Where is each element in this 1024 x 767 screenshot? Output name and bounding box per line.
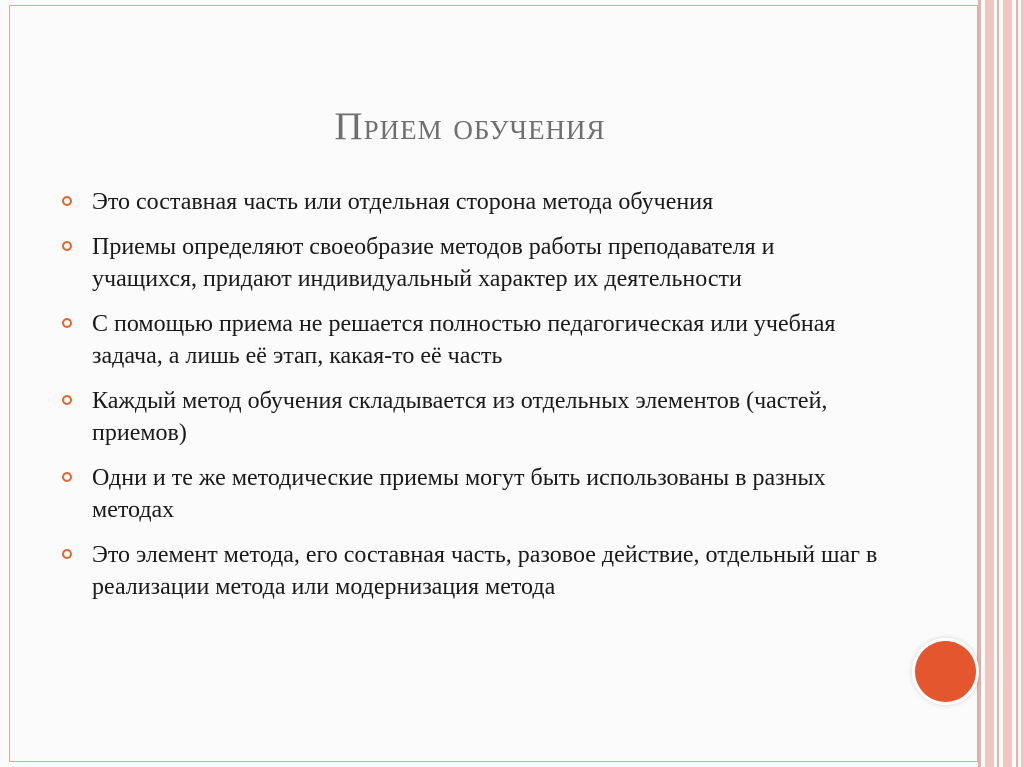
bullet-circle-icon	[62, 196, 72, 206]
decorative-circle-icon	[915, 641, 976, 702]
bullet-item	[62, 539, 882, 603]
bullet-item	[62, 462, 882, 526]
slide-title: Прием обучения	[334, 105, 606, 148]
bullet-circle-icon	[62, 472, 72, 482]
stripe	[1016, 0, 1018, 767]
bullet-item	[62, 308, 882, 372]
bullet-text: Это элемент метода, его составная часть, разовое действие, отдельный шаг в реализации метода или модернизация метода	[92, 542, 878, 600]
bullet-circle-icon	[62, 549, 72, 559]
bullet-circle-icon	[62, 241, 72, 251]
stripe	[997, 0, 999, 767]
bullet-item	[62, 186, 882, 218]
bullet-text: Это составная часть или отдельная сторона метода обучения	[92, 189, 714, 215]
stripe	[985, 0, 994, 767]
bullet-text: Одни и те же методические приемы могут быть использованы в разных методах	[92, 465, 826, 523]
bullet-circle-icon	[62, 318, 72, 328]
stripe	[978, 0, 981, 767]
bullet-item	[62, 385, 882, 449]
bullet-circle-icon	[62, 395, 72, 405]
bullet-list	[62, 186, 882, 616]
bullet-text: Каждый метод обучения складывается из отдельных элементов (частей, приемов)	[92, 388, 828, 446]
bullet-text: С помощью приема не решается полностью педагогическая или учебная задача, а лишь её этап, какая-то её часть	[92, 311, 836, 369]
decorative-stripes	[978, 0, 1024, 767]
bullet-text: Приемы определяют своеобразие методов работы преподавателя и учащихся, придают индивидуальный характер их деятельности	[92, 234, 775, 292]
stripe	[1003, 0, 1012, 767]
bullet-item	[62, 231, 882, 295]
